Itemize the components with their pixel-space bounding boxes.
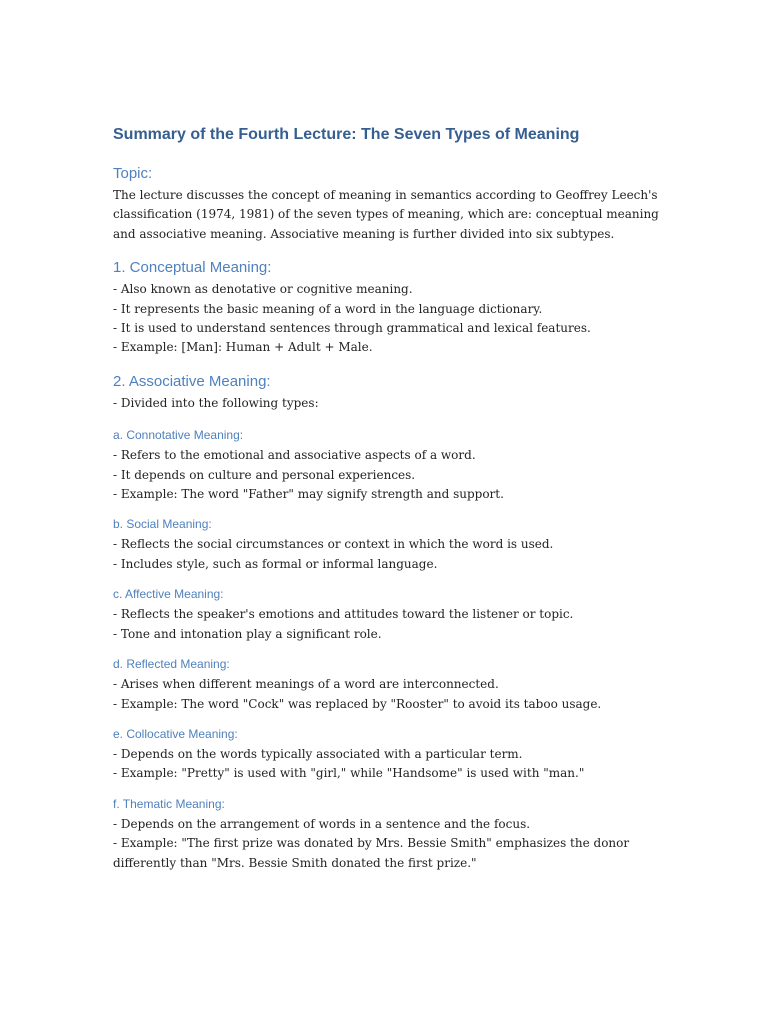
- topic-section: [113, 164, 673, 244]
- subtype-line: - Example: The word "Cock" was replaced by "Rooster" to avoid its taboo usage.: [113, 696, 602, 711]
- document-title: Summary of the Fourth Lecture: The Seven Types of Meaning: [113, 126, 580, 143]
- associative-intro: - Divided into the following types:: [113, 395, 319, 410]
- subtype-line: - Reflects the speaker's emotions and attitudes toward the listener or topic.: [113, 607, 574, 622]
- subtype-line: - Example: "The first prize was donated by Mrs. Bessie Smith" emphasizes the donor differently than "Mrs. Bessie Smith donated the first prize.": [113, 836, 630, 870]
- subtype-line: - Arises when different meanings of a word are interconnected.: [113, 677, 499, 692]
- subtype-heading: d. Reflected Meaning:: [113, 657, 230, 672]
- subtype-connotative: [113, 427, 673, 504]
- conceptual-meaning-heading: 1. Conceptual Meaning:: [113, 259, 272, 277]
- subtype-collocative: [113, 726, 673, 784]
- subtype-heading: e. Collocative Meaning:: [113, 726, 238, 741]
- subtype-reflected: [113, 656, 673, 714]
- topic-heading: Topic:: [113, 165, 153, 182]
- conceptual-meaning-section: [113, 258, 673, 358]
- subtype-line: - Depends on the arrangement of words in a sentence and the focus.: [113, 816, 531, 831]
- conceptual-line: - It represents the basic meaning of a word in the language dictionary.: [113, 301, 543, 316]
- subtype-line: - It depends on culture and personal experiences.: [113, 467, 416, 482]
- subtype-line: - Includes style, such as formal or informal language.: [113, 556, 438, 571]
- subtype-line: - Depends on the words typically associated with a particular term.: [113, 746, 523, 761]
- subtype-social: [113, 516, 673, 574]
- associative-meaning-heading: 2. Associative Meaning:: [113, 372, 271, 390]
- subtype-line: - Example: The word "Father" may signify strength and support.: [113, 487, 504, 502]
- subtype-line: - Example: "Pretty" is used with "girl," while "Handsome" is used with "man.": [113, 766, 585, 781]
- subtype-line: - Refers to the emotional and associative aspects of a word.: [113, 448, 476, 463]
- document-page: [113, 124, 673, 885]
- subtype-heading: b. Social Meaning:: [113, 517, 212, 532]
- conceptual-line: - It is used to understand sentences through grammatical and lexical features.: [113, 321, 591, 336]
- subtype-affective: [113, 586, 673, 644]
- subtype-line: - Reflects the social circumstances or context in which the word is used.: [113, 537, 554, 552]
- conceptual-line: - Example: [Man]: Human + Adult + Male.: [113, 340, 373, 355]
- subtype-heading: f. Thematic Meaning:: [113, 796, 225, 811]
- topic-paragraph: The lecture discusses the concept of meaning in semantics according to Geoffrey Leech's classification (1974, 1981) of the seven types of meaning, which are: conceptual meaning and associative meaning. Associative meaning is further divided into six subtypes.: [113, 188, 659, 241]
- subtype-line: - Tone and intonation play a significant role.: [113, 626, 382, 641]
- subtype-heading: a. Connotative Meaning:: [113, 428, 244, 443]
- conceptual-line: - Also known as denotative or cognitive meaning.: [113, 282, 413, 297]
- subtype-thematic: [113, 796, 673, 873]
- associative-meaning-section: [113, 372, 673, 413]
- subtype-heading: c. Affective Meaning:: [113, 587, 224, 602]
